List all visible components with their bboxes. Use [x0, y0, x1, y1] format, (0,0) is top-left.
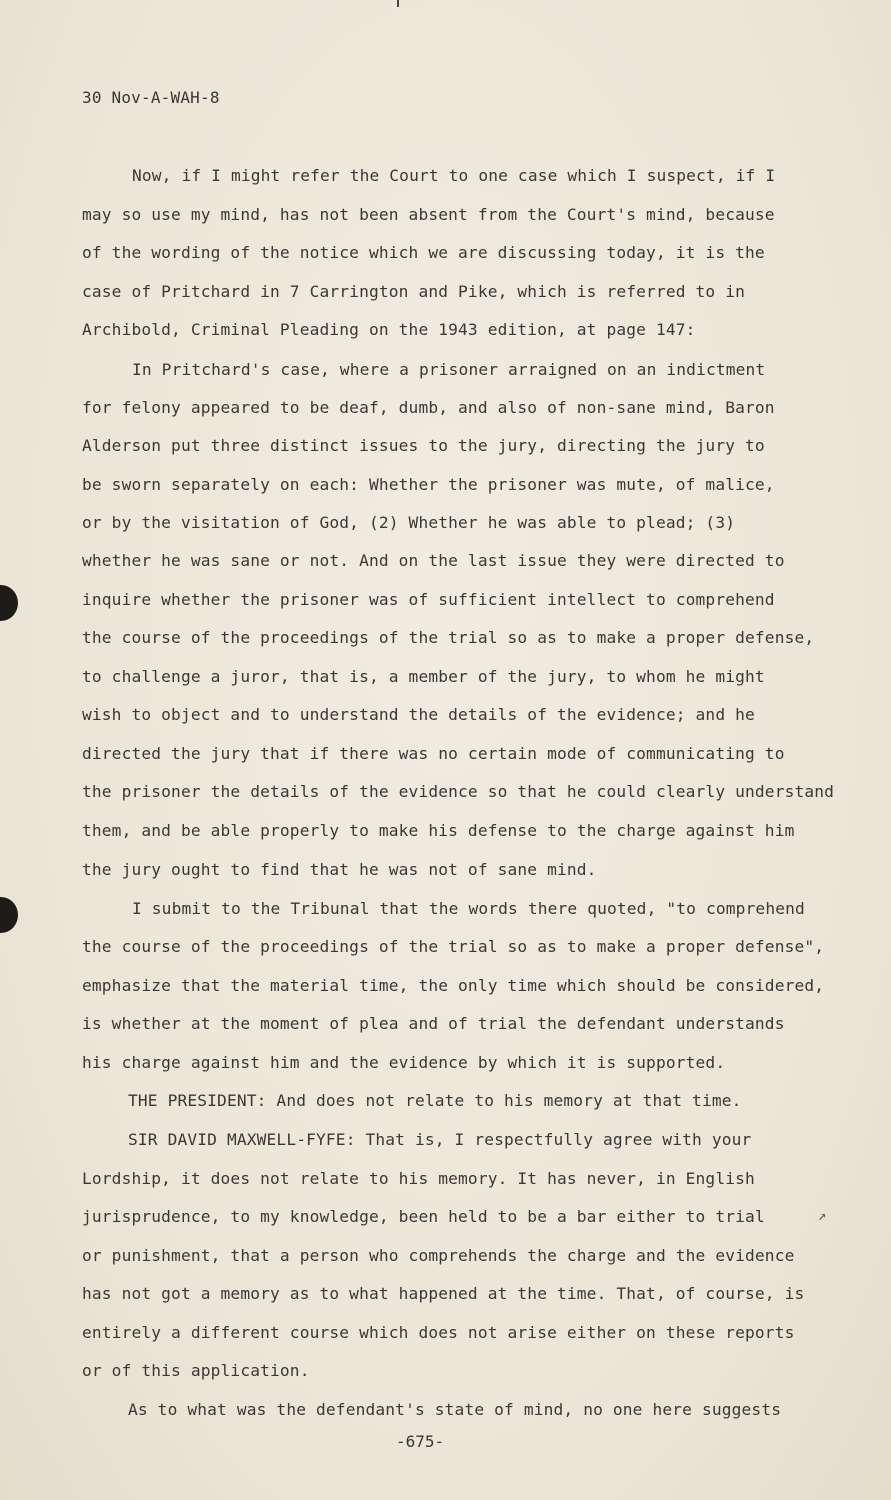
text-line: has not got a memory as to what happened at the time. That, of course, is: [82, 1284, 805, 1303]
top-edge-mark: [397, 0, 399, 7]
text-line: be sworn separately on each: Whether the prisoner was mute, of malice,: [82, 475, 775, 494]
text-line: As to what was the defendant's state of mind, no one here suggests: [128, 1400, 782, 1419]
text-line: of the wording of the notice which we are discussing today, it is the: [82, 243, 765, 262]
text-line: whether he was sane or not. And on the last issue they were directed to: [82, 551, 785, 570]
document-reference: 30 Nov-A-WAH-8: [82, 88, 220, 107]
text-line: Alderson put three distinct issues to the jury, directing the jury to: [82, 436, 765, 455]
text-line: the prisoner the details of the evidence so that he could clearly understand: [82, 782, 835, 801]
text-line: wish to object and to understand the details of the evidence; and he: [82, 705, 755, 724]
text-line: is whether at the moment of plea and of trial the defendant understands: [82, 1014, 785, 1033]
text-line: his charge against him and the evidence by which it is supported.: [82, 1053, 726, 1072]
punch-hole: [0, 897, 18, 933]
speaker-line: SIR DAVID MAXWELL-FYFE: That is, I respectfully agree with your: [128, 1130, 752, 1149]
text-line: In Pritchard's case, where a prisoner arraigned on an indictment: [132, 360, 766, 379]
text-line: inquire whether the prisoner was of sufficient intellect to comprehend: [82, 590, 775, 609]
text-line: or by the visitation of God, (2) Whether he was able to plead; (3): [82, 513, 736, 532]
punch-hole: [0, 585, 18, 621]
text-line: emphasize that the material time, the only time which should be considered,: [82, 976, 825, 995]
text-line: the course of the proceedings of the trial so as to make a proper defense",: [82, 937, 825, 956]
text-line: to challenge a juror, that is, a member of the jury, to whom he might: [82, 667, 765, 686]
text-line: entirely a different course which does not arise either on these reports: [82, 1323, 795, 1342]
text-line: I submit to the Tribunal that the words there quoted, "to comprehend: [132, 899, 805, 918]
text-line: them, and be able properly to make his defense to the charge against him: [82, 821, 795, 840]
text-line: or punishment, that a person who comprehends the charge and the evidence: [82, 1246, 795, 1265]
text-line: Archibold, Criminal Pleading on the 1943 edition, at page 147:: [82, 320, 696, 339]
text-line: Lordship, it does not relate to his memory. It has never, in English: [82, 1169, 755, 1188]
text-line: may so use my mind, has not been absent from the Court's mind, because: [82, 205, 775, 224]
text-line: Now, if I might refer the Court to one case which I suspect, if I: [132, 166, 776, 185]
text-line: for felony appeared to be deaf, dumb, and also of non-sane mind, Baron: [82, 398, 775, 417]
page-number: -675-: [396, 1432, 445, 1451]
text-line: jurisprudence, to my knowledge, been held to be a bar either to trial: [82, 1207, 765, 1226]
stray-ink-mark: ↗: [818, 1208, 827, 1224]
text-line: case of Pritchard in 7 Carrington and Pike, which is referred to in: [82, 282, 746, 301]
text-line: directed the jury that if there was no certain mode of communicating to: [82, 744, 785, 763]
text-line: or of this application.: [82, 1361, 310, 1380]
text-line: the jury ought to find that he was not of sane mind.: [82, 860, 597, 879]
text-line: the course of the proceedings of the trial so as to make a proper defense,: [82, 628, 815, 647]
speaker-line: THE PRESIDENT: And does not relate to his memory at that time.: [128, 1091, 742, 1110]
